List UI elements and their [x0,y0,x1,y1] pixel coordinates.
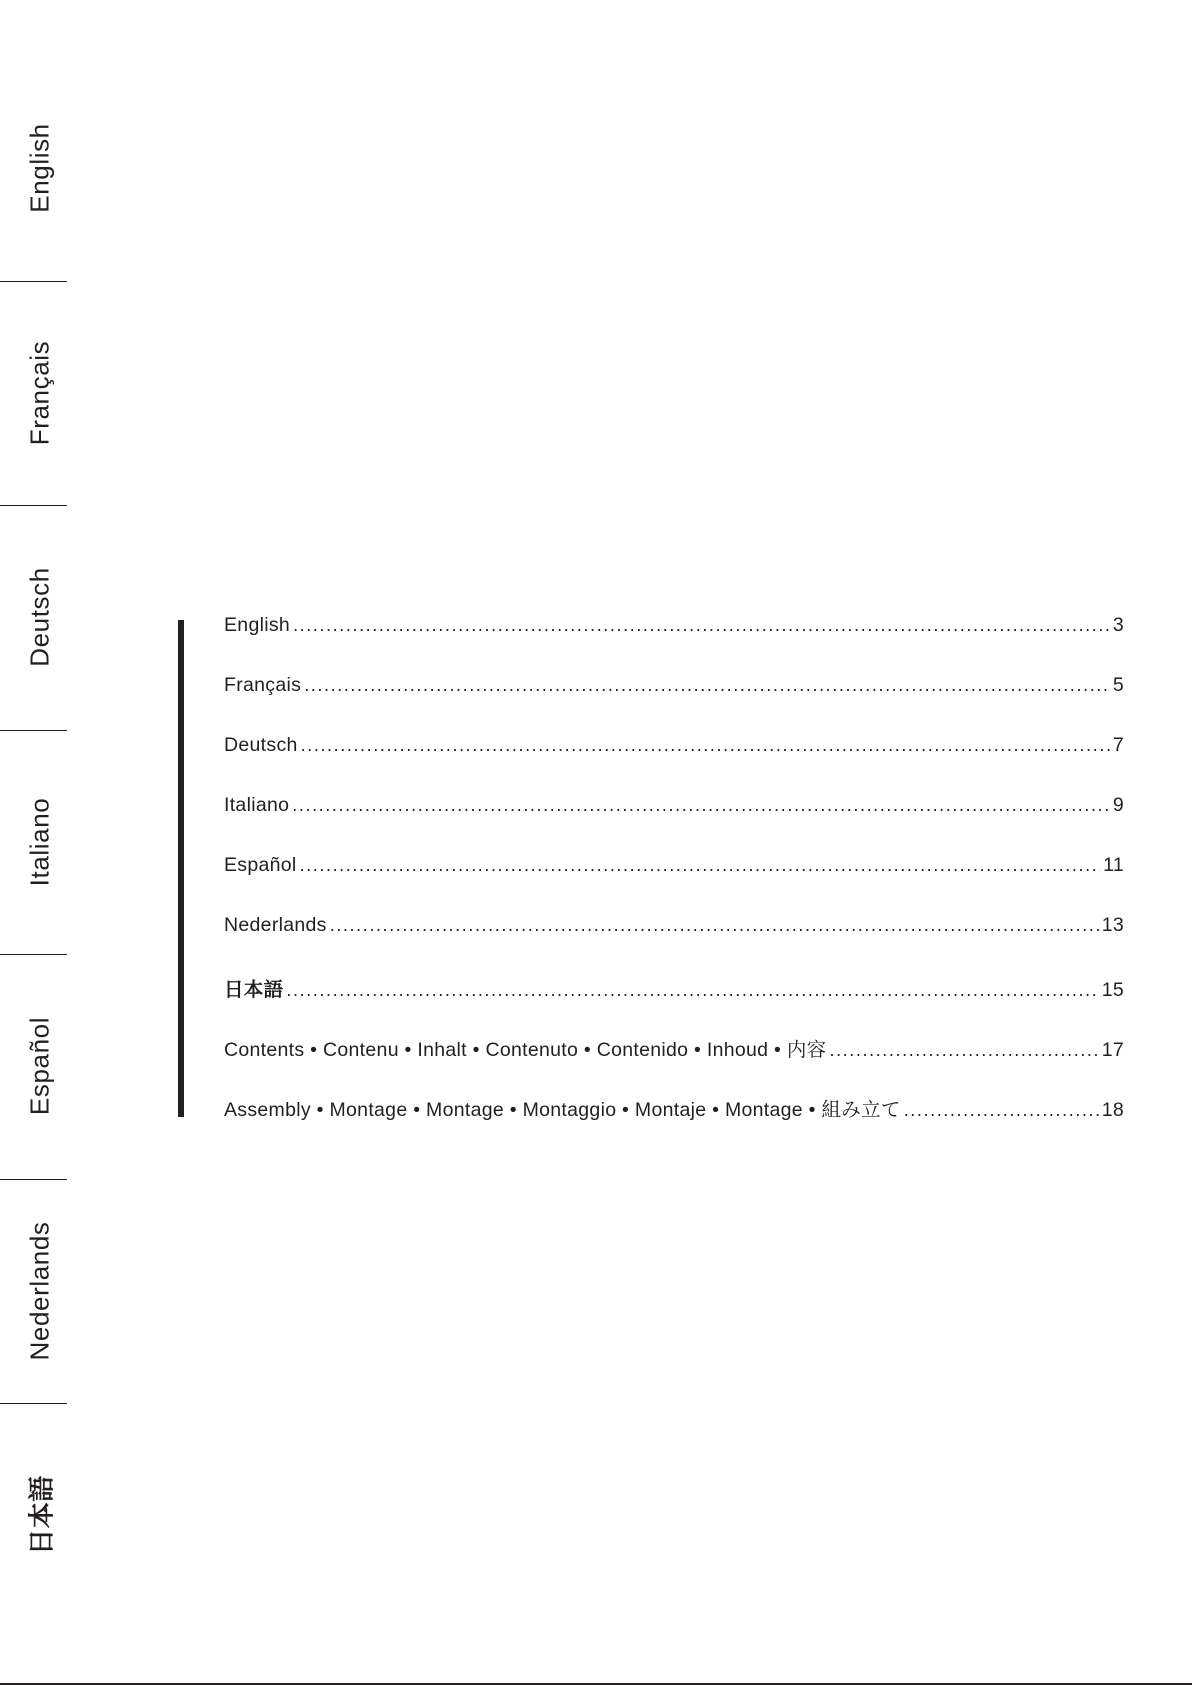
tab-deutsch[interactable] [0,505,68,729]
toc-page-number: 11 [1103,854,1124,876]
toc-entry[interactable] [224,1094,1124,1154]
toc-title: English [224,614,291,636]
tab-nederlands[interactable] [0,1179,68,1403]
toc-entry[interactable] [224,1034,1124,1094]
toc-entry[interactable] [224,974,1124,1034]
toc-page-number: 15 [1101,979,1124,1001]
toc-leader-dots [904,1100,1099,1121]
tab-label: Español [24,1016,55,1116]
toc-leader-dots [304,675,1110,696]
toc-title: Contents • Contenu • Inhalt • Contenuto • Contenido • Inhoud • 内容 [224,1039,827,1061]
toc-page-number: 5 [1112,674,1124,696]
tab-label: Français [24,340,55,446]
toc-page-number: 9 [1112,794,1124,816]
toc-leader-dots [301,735,1110,756]
toc-page-number: 13 [1101,914,1124,936]
toc-accent-bar [178,620,184,1117]
tab-italiano[interactable] [0,730,68,954]
toc-page-number: 7 [1112,734,1124,756]
tab-label: Italiano [24,797,55,887]
toc-title: Español [224,854,297,876]
toc-leader-dots [829,1040,1098,1061]
table-of-contents [224,614,1124,1154]
toc-page-number: 17 [1101,1039,1124,1061]
toc-title: Assembly • Montage • Montage • Montaggio • Montaje • Montage • 組み立て [224,1099,901,1121]
language-tab-strip [0,0,68,1685]
tab-espanol[interactable] [0,954,68,1178]
toc-leader-dots [330,915,1099,936]
toc-entry[interactable] [224,674,1124,734]
toc-leader-dots [300,855,1101,876]
toc-entry[interactable] [224,854,1124,914]
toc-entry[interactable] [224,614,1124,674]
toc-title: Nederlands [224,914,327,936]
toc-title: Italiano [224,794,290,816]
tab-francais[interactable] [0,281,68,505]
toc-leader-dots [292,795,1110,816]
toc-title: Français [224,674,302,696]
toc-title: Deutsch [224,734,298,756]
tab-english[interactable] [0,56,68,280]
toc-entry[interactable] [224,794,1124,854]
tab-label: Nederlands [24,1221,55,1361]
toc-entry[interactable] [224,734,1124,794]
toc-page-number: 18 [1101,1099,1124,1121]
toc-entry[interactable] [224,914,1124,974]
tab-label: Deutsch [24,567,55,667]
toc-title: 日本語 [224,978,284,1001]
toc-leader-dots [293,615,1110,636]
toc-page-number: 3 [1112,614,1124,636]
tab-label: English [24,123,55,213]
tab-japanese[interactable] [0,1403,68,1627]
tab-label: 日本語 [27,1475,58,1555]
toc-leader-dots [286,980,1098,1001]
